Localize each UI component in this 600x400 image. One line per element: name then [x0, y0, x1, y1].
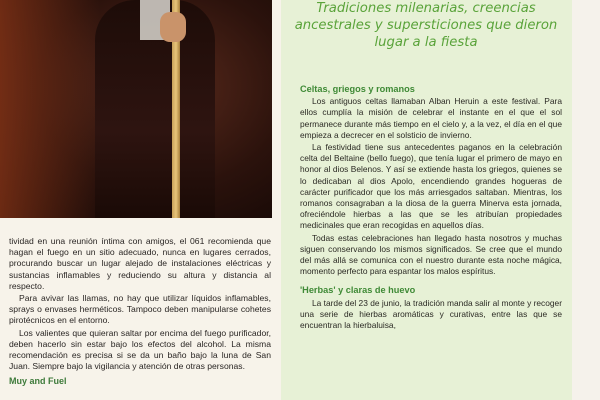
right-column: [300, 84, 562, 332]
festival-photo: [0, 0, 272, 218]
celtas-paragraph-2: La festividad tiene sus antecedentes paganos en la celebración celta del Beltaine (bello fuego), que tenía lugar el primero de mayo en honor al dios Belenos. Y así se extiende hasta los griegos, quienes se lo dedicaban al dios Apolo, encendiendo grandes hogueras de carácter purificador que los más arriesgados saltaban. Mientras, los romanos consagraban a la diosa de la guerra Minerva esta jornada, ofreciéndole hierbas a las que se les atribuían propiedades medicinales que eran recogidas en aquellos días.: [300, 142, 562, 231]
left-paragraph-2: Para avivar las llamas, no hay que utilizar líquidos inflamables, sprays o envases herméticos. Tampoco deben manipularse cohetes pirotécnicos en el entorno.: [9, 293, 271, 326]
herbas-paragraph-1: La tarde del 23 de junio, la tradición manda salir al monte y recoger una serie de hierbas aromáticas y curativas, entre las que se encuentran la hierbaluisa,: [300, 297, 562, 331]
left-paragraph-3: Los valientes que quieran saltar por encima del fuego purificador, deben hacerlo sin estar bajo los efectos del alcohol. La misma recomendación es precisa si se da un baño bajo la luna de San Juan. Siempre bajo la vigilancia y atención de otras personas.: [9, 327, 271, 372]
left-column: [9, 236, 271, 388]
celtas-paragraph-3: Todas estas celebraciones han llegado hasta nosotros y muchas siguen conservando los mismos significados. Se cree que el mundo del más allá se comunica con el nuestro durante esta noche mágica, momento perfecto para espantar los malos espíritus.: [300, 232, 562, 277]
page-gutter: [572, 0, 600, 400]
celtas-paragraph-1: Los antiguos celtas llamaban Alban Heruin a este festival. Para ellos cumplía la misión de celebrar el instante en el que el sol permanece durante más tiempo en el cielo y, a la vez, el día en el que empieza a decrecer en el solsticio de invierno.: [300, 96, 562, 140]
section-heading-herbas: 'Herbas' y claras de huevo: [300, 285, 416, 296]
page-title: Tradiciones milenarias, creencias ancestrales y supersticiones que dieron lugar a la fiesta: [294, 1, 558, 50]
left-paragraph-1: tividad en una reunión íntima con amigos, el 061 recomienda que hagan el fuego en un sitio adecuado, nunca en lugares cerrados, procurando buscar un lugar alejado de instalaciones eléctricas y sustancias inflamables y reduciendo su altura y distancia al respecto.: [9, 236, 271, 291]
left-next-heading: Muy and Fuel: [9, 376, 67, 387]
hand: [160, 12, 186, 42]
section-heading-celtas: Celtas, griegos y romanos: [300, 84, 415, 94]
fire-glow: [0, 0, 100, 218]
